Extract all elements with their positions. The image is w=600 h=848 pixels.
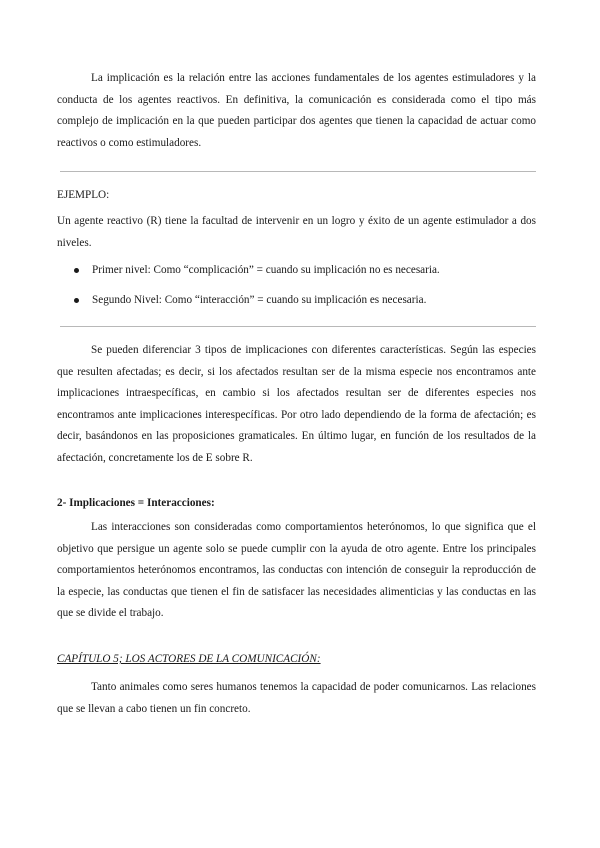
chapter-paragraph: Tanto animales como seres humanos tenemos la capacidad de poder comunicarnos. Las relaciones que se llevan a cabo tienen un fin concreto. xyxy=(57,681,536,715)
horizontal-rule-bottom xyxy=(60,326,536,327)
list-item xyxy=(57,260,536,290)
list-item xyxy=(57,290,536,320)
bullet-text: Segundo Nivel: Como “interacción” = cuando su implicación es necesaria. xyxy=(92,294,427,306)
types-paragraph: Se pueden diferenciar 3 tipos de implicaciones con diferentes características. Según las especies que resulten afectadas; es decir, si los afectados resultan ser de la misma especie nos encontramos ante implicaciones intraespecíficas, en cambio si los afectados resultan ser de diferentes especies nos encontramos ante implicaciones interespecíficas. Por otro lado dependiendo de la forma de afectación; es decir, basándonos en las proposiciones gramaticales. En último lugar, en función de los resultados de la afectación, concretamente los de E sobre R. xyxy=(57,344,536,464)
example-bullet-list xyxy=(57,260,536,320)
section-heading: 2- Implicaciones = Interacciones: xyxy=(57,497,215,509)
horizontal-rule-top xyxy=(60,171,536,172)
chapter-heading: CAPÍTULO 5; LOS ACTORES DE LA COMUNICACIÓN: xyxy=(57,653,321,665)
interactions-paragraph: Las interacciones son consideradas como comportamientos heterónomos, lo que significa que el objetivo que persigue un agente solo se puede cumplir con la ayuda de otro agente. Entre los principales comportamientos heterónomos encontramos, las conductas con intención de conseguir la reproducción de la especie, las conductas que tienen el fin de satisfacer las necesidades alimenticias y las conductas en las que se divide el trabajo. xyxy=(57,521,536,619)
bullet-icon xyxy=(74,298,79,303)
bullet-icon xyxy=(74,268,79,273)
example-title: EJEMPLO: xyxy=(57,189,110,201)
intro-paragraph: La implicación es la relación entre las acciones fundamentales de los agentes estimuladores y la conducta de los agentes reactivos. En definitiva, la comunicación es considerada como el tipo más complejo de implicación en la que pueden participar dos agentes que tienen la capacidad de actuar como reactivos o como estimuladores. xyxy=(57,72,536,149)
example-text: Un agente reactivo (R) tiene la facultad de intervenir en un logro y éxito de un agente estimulador a dos niveles. xyxy=(57,215,536,249)
bullet-text: Primer nivel: Como “complicación” = cuando su implicación no es necesaria. xyxy=(92,264,440,276)
